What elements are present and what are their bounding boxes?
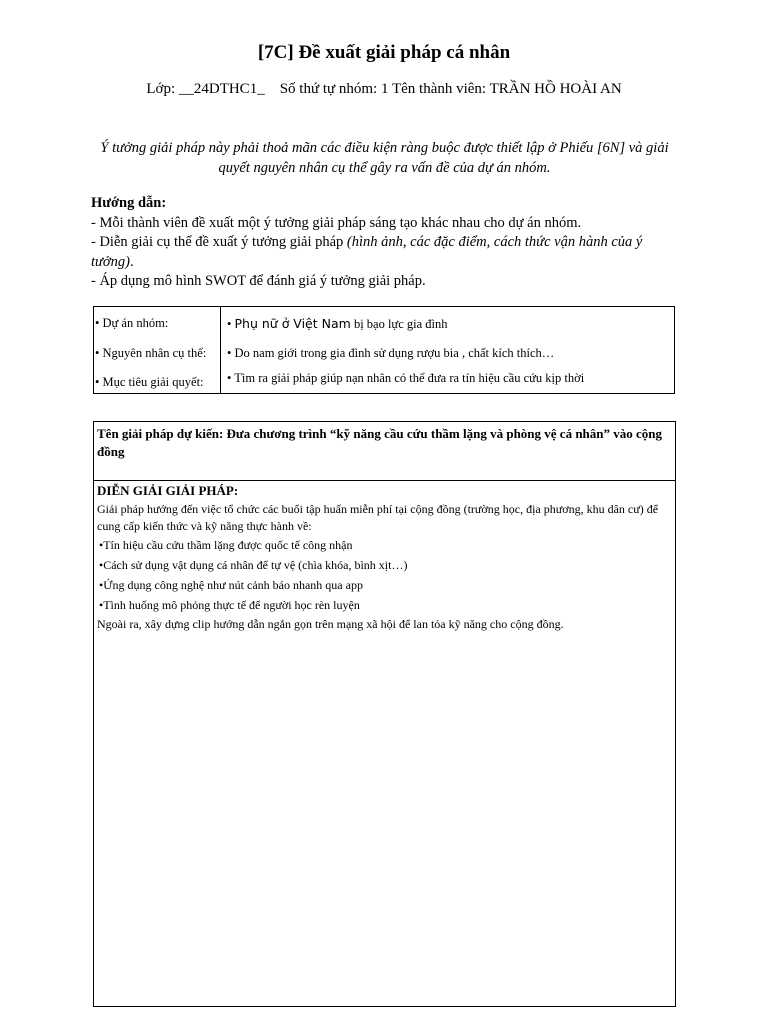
explain-intro: Giải pháp hướng đến việc tổ chức các buổi tập huấn miễn phí tại cộng đồng (trường học, địa phương, khu dân cư) để cung cấp kiến thức và kỹ năng thực hành về: bbox=[97, 502, 659, 533]
explain-closing: Ngoài ra, xây dựng clip hướng dẫn ngắn gọn trên mạng xã hội để lan tỏa kỹ năng cho cộng đồng. bbox=[97, 617, 564, 631]
project-label: • Dự án nhóm: bbox=[95, 316, 169, 330]
goal-value: • Tìm ra giải pháp giúp nạn nhân có thể đưa ra tín hiệu cầu cứu kịp thời bbox=[227, 371, 585, 385]
guide-line-1: - Mỗi thành viên đề xuất một ý tưởng giải pháp sáng tạo khác nhau cho dự án nhóm. bbox=[91, 214, 582, 231]
group-member-label: Số thứ tự nhóm: 1 Tên thành viên: TRẦN HỒ HOÀI AN bbox=[279, 81, 622, 97]
guide-line-2-italic: (hình ảnh, các đặc điểm, cách thức vận hành của ý tưởng) bbox=[91, 234, 643, 270]
explain-bullet: •Tín hiệu cầu cứu thầm lặng được quốc tế công nhận bbox=[99, 538, 353, 552]
project-info-table bbox=[93, 306, 675, 394]
solution-title: Tên giải pháp dự kiến: Đưa chương trình “kỹ năng cầu cứu thầm lặng và phòng vệ cá nhân” vào cộng đồng bbox=[97, 426, 663, 459]
class-label: Lớp: __24DTHC1_ bbox=[146, 81, 265, 97]
cause-value: • Do nam giới trong gia đình sử dụng rượu bia , chất kích thích… bbox=[227, 346, 555, 360]
explain-bullet: •Ứng dụng công nghệ như nút cảnh báo nhanh qua app bbox=[99, 578, 363, 592]
project-bullet: • bbox=[227, 317, 235, 331]
solution-box bbox=[93, 421, 676, 1007]
intro-note: Ý tưởng giải pháp này phải thoả mãn các điều kiện ràng buộc được thiết lập ở Phiếu [6N] và giải quyết nguyên nhân cụ thể gây ra vấn đề của dự án nhóm. bbox=[100, 140, 669, 176]
cause-label: • Nguyên nhân cụ thể: bbox=[95, 346, 207, 360]
project-value bbox=[227, 316, 448, 332]
class-group-line bbox=[0, 81, 768, 98]
guide-heading: Hướng dẫn: bbox=[91, 195, 167, 211]
guide-line-3: - Áp dụng mô hình SWOT để đánh giá ý tưởng giải pháp. bbox=[91, 273, 426, 289]
explain-heading: DIỄN GIẢI GIẢI PHÁP: bbox=[97, 483, 239, 498]
explain-bullet: •Cách sử dụng vật dụng cá nhân để tự vệ (chìa khóa, bình xịt…) bbox=[99, 558, 408, 572]
project-value-main: Phụ nữ ở Việt Nam bbox=[234, 316, 351, 331]
page-title: [7C] Đề xuất giải pháp cá nhân bbox=[257, 42, 511, 63]
explain-bullet: •Tình huống mô phỏng thực tế để người học rèn luyện bbox=[99, 598, 360, 612]
explain-body bbox=[97, 501, 675, 633]
guide-section bbox=[91, 194, 679, 292]
solution-divider bbox=[94, 480, 675, 481]
guide-line-2-suffix: . bbox=[130, 253, 134, 270]
project-value-rest: bị bạo lực gia đình bbox=[350, 317, 448, 331]
table-divider bbox=[220, 307, 221, 393]
guide-line-2 bbox=[91, 233, 679, 272]
guide-line-2-prefix: - Diễn giải cụ thể đề xuất ý tưởng giải pháp bbox=[91, 234, 347, 250]
goal-label: • Mục tiêu giải quyết: bbox=[95, 375, 204, 389]
